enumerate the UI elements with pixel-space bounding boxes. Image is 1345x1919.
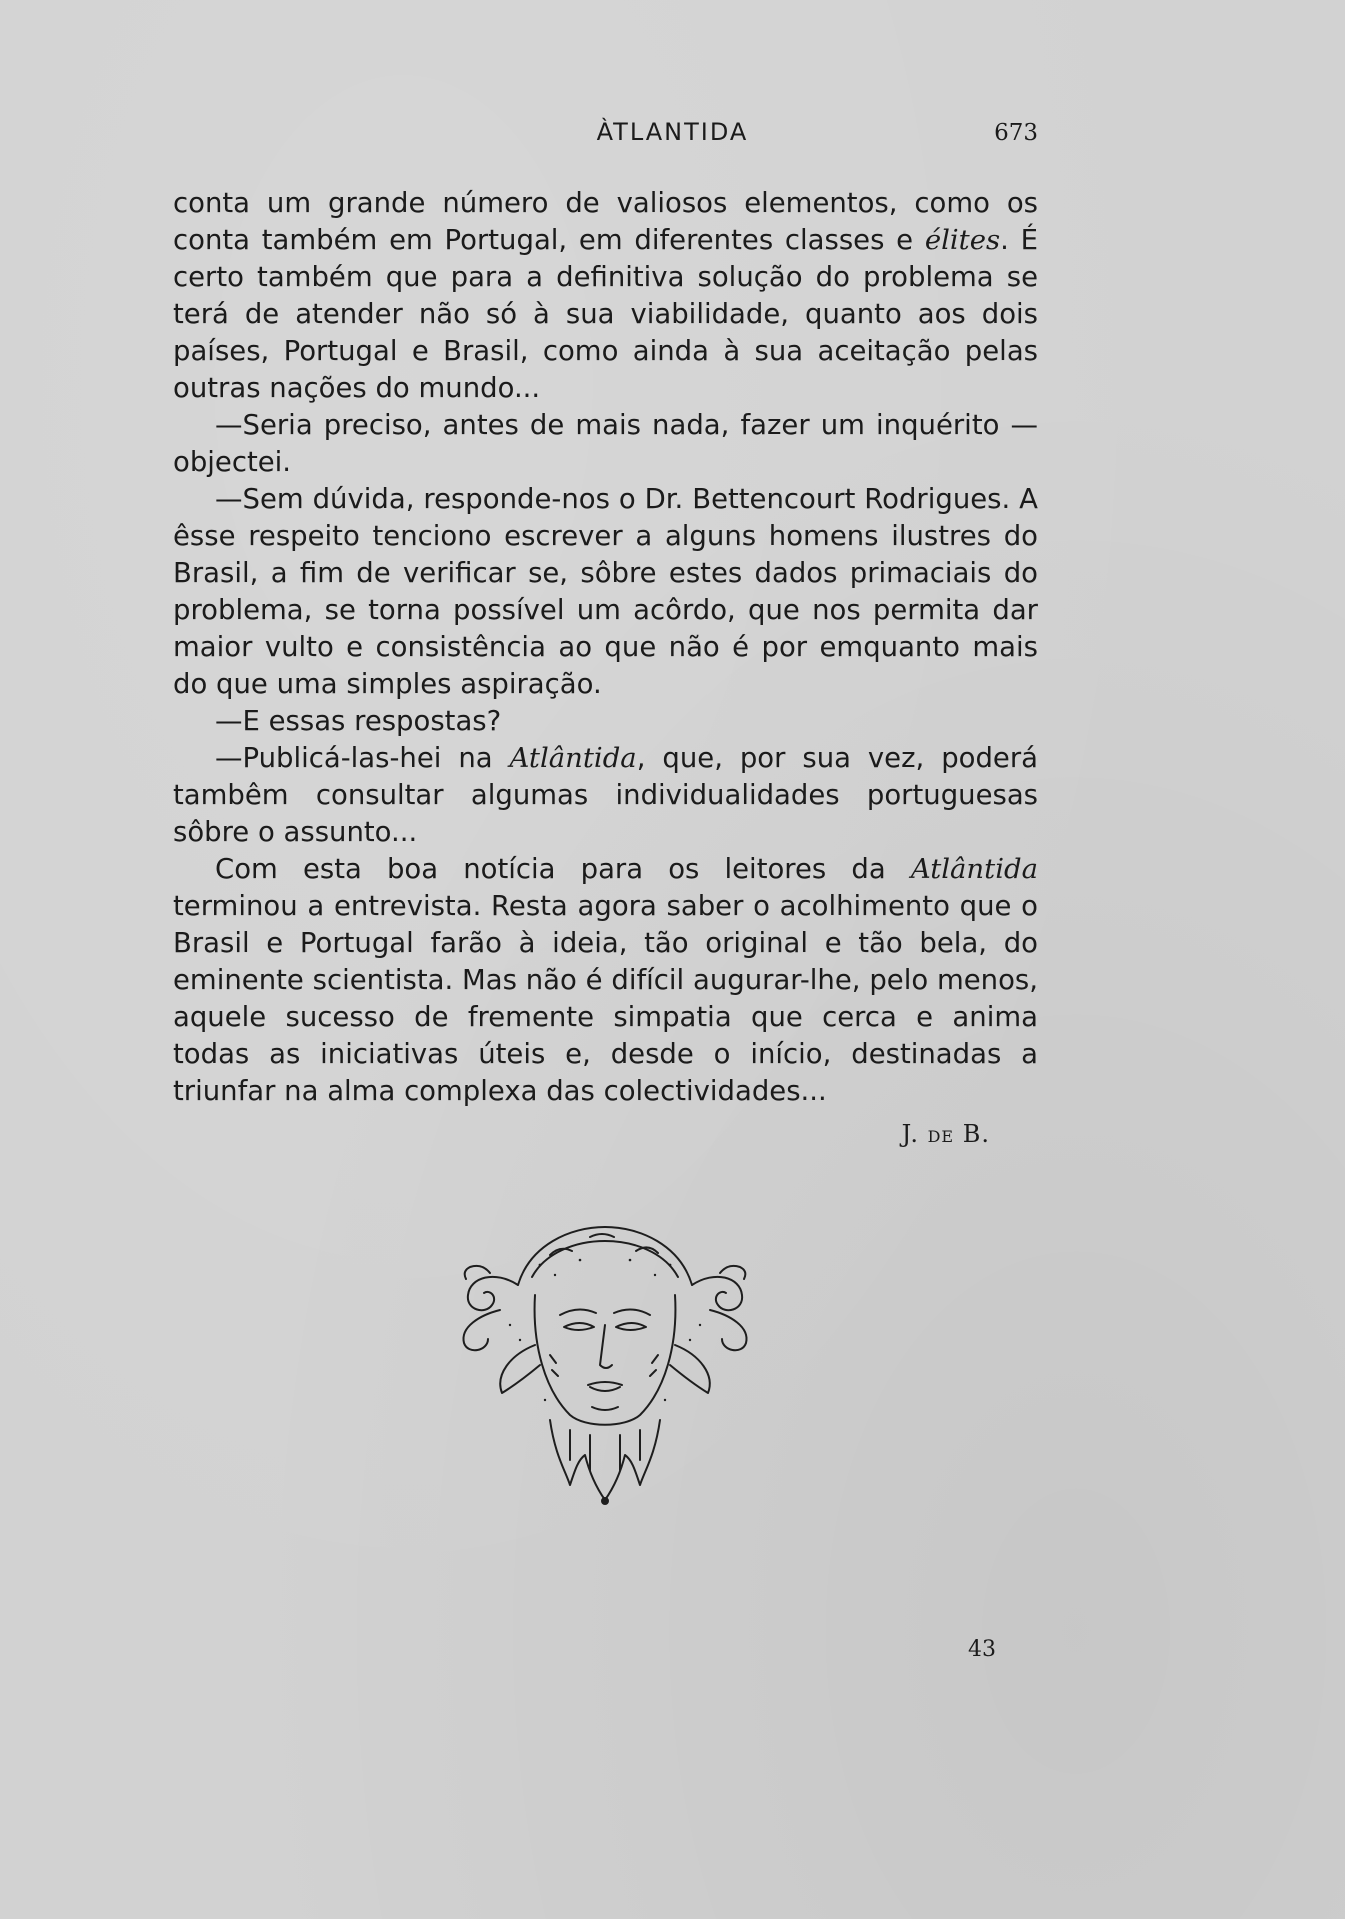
paragraph-5 <box>173 740 1038 851</box>
paragraph-5-end: , que, por sua vez, poderá tambêm consultar algumas individualidades portuguesas sôbre o assunto... <box>173 742 1039 848</box>
signature-mark: 43 <box>968 1637 996 1662</box>
paragraph-1-italic: élites <box>924 224 1001 256</box>
paragraph-6-start: Com esta boa notícia para os leitores da <box>215 853 911 885</box>
paragraph-6-italic: Atlântida <box>910 853 1038 885</box>
article-text <box>173 185 1038 1110</box>
running-head <box>0 118 1345 152</box>
signature-particle: DE <box>927 1127 955 1146</box>
signature-final: B. <box>954 1120 990 1148</box>
signature-initial: J. <box>901 1120 928 1148</box>
paragraph-2: —Seria preciso, antes de mais nada, fazer um inquérito — objectei. <box>173 409 1038 478</box>
paragraph-5-start: —Publicá-las-hei na <box>215 742 510 774</box>
paragraph-4: —E essas respostas? <box>215 705 502 737</box>
paragraph-1-end: . É certo também que para a definitiva solução do problema se terá de atender não só à sua viabilidade, quanto aos dois países, Portugal e Brasil, como ainda à sua aceitação pelas outras nações do mundo... <box>173 224 1038 404</box>
paragraph-1 <box>173 185 1038 407</box>
paragraph-5-italic: Atlântida <box>509 742 637 774</box>
paragraph-6-end: terminou a entrevista. Resta agora saber o acolhimento que o Brasil e Portugal farão à ideia, tão original e tão bela, do eminente scientista. Mas não é difícil augurar-lhe, pelo menos, aquele sucesso de fremente simpatia que cerca e anima todas as iniciativas úteis e, desde o início, destinadas a triunfar na alma complexa das colectividades... <box>173 890 1038 1107</box>
page-number: 673 <box>994 120 1038 146</box>
mask-face-ornament-icon <box>440 1215 770 1510</box>
paragraph-1-start: conta um grande número de valiosos elementos, como os conta também em Portugal, em diferentes classes e <box>173 187 1038 256</box>
running-title: ÀTLANTIDA <box>596 118 749 146</box>
paragraph-3: —Sem dúvida, responde-nos o Dr. Bettencourt Rodrigues. A êsse respeito tenciono escrever a alguns homens ilustres do Brasil, a fim de verificar se, sôbre estes dados primaciais do problema, se torna possível um acôrdo, que nos permita dar maior vulto e consistência ao que não é por emquanto mais do que uma simples aspiração. <box>173 483 1038 700</box>
author-signature <box>902 1120 990 1148</box>
paragraph-6 <box>173 851 1038 1110</box>
